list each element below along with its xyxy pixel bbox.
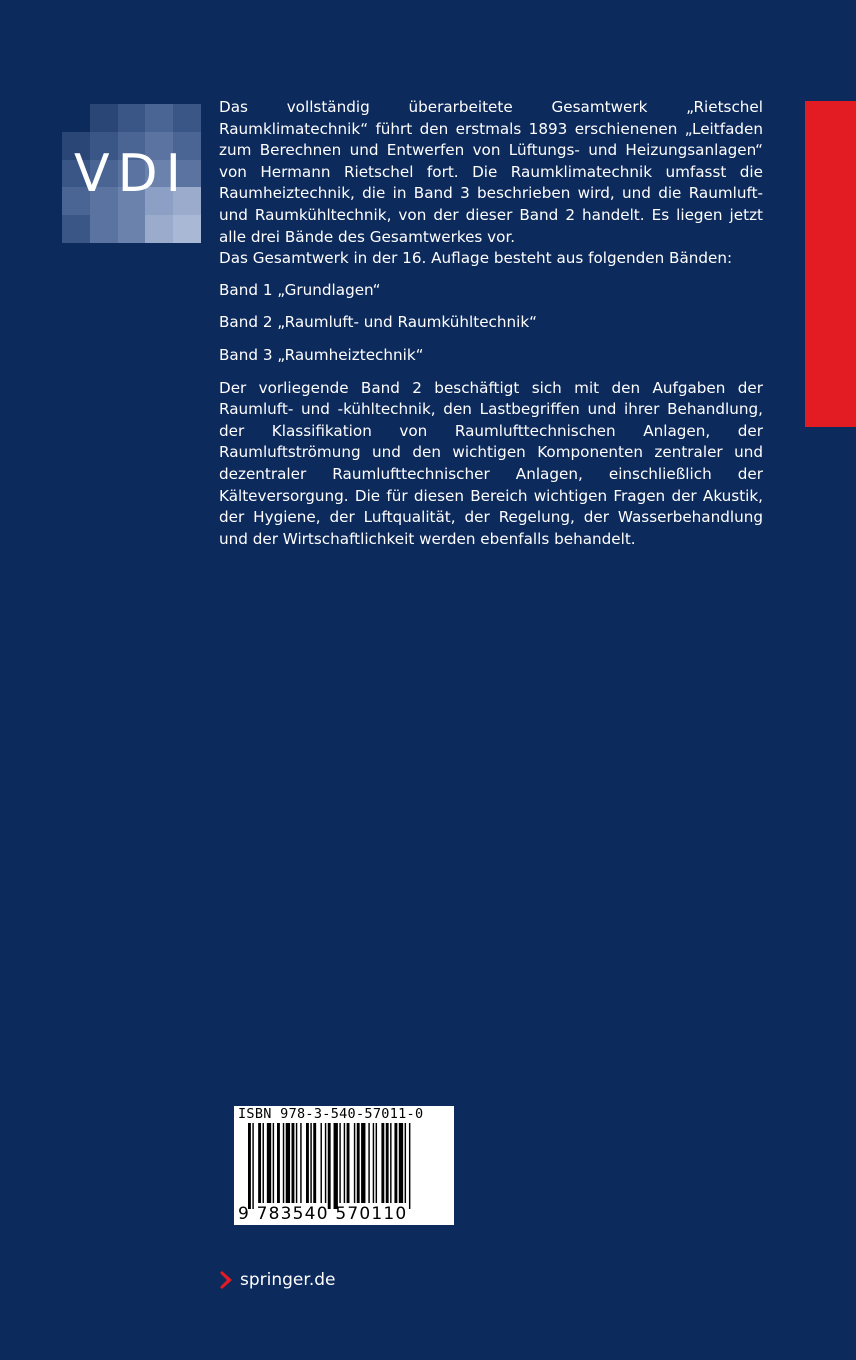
- volume-2: Band 2 „Raumluft- und Raumkühltechnik“: [219, 313, 538, 332]
- ean-digits: 9 783540 570110: [238, 1204, 408, 1224]
- publisher-url: springer.de: [240, 1270, 336, 1290]
- content-paragraph: Der vorliegende Band 2 beschäftigt sich mit den Aufgaben der Raumluft- und -kühltechnik, den Lastbegriffen und ihrer Behandlung, der Klassifikation von Raumlufttechnischen Anlagen, der Raumluftströmung und den wichtigen Komponenten zentraler und dezentraler Raumlufttechnischer Anlagen, einschließlich der Kälteversorgung. Die für diesen Bereich wichtigen Fragen der Akustik, der Hygiene, der Luftqualität, der Regelung, der Wasserbehandlung und der Wirtschaftlichkeit werden ebenfalls behandelt.: [219, 378, 763, 548]
- logo-tile: [62, 215, 90, 243]
- logo-tile: [145, 215, 173, 243]
- logo-tile: [145, 104, 173, 132]
- barcode-bars: [234, 1123, 454, 1209]
- logo-tile: [118, 104, 146, 132]
- logo-tile: [118, 215, 146, 243]
- vdi-logo-text: VDI: [74, 144, 189, 204]
- red-accent-tab: [805, 101, 856, 427]
- volumes-intro: Das Gesamtwerk in der 16. Auflage besteht aus folgenden Bänden:: [219, 249, 733, 268]
- isbn-barcode: [234, 1106, 454, 1225]
- isbn-label: ISBN 978-3-540-57011-0: [238, 1106, 424, 1122]
- logo-tile: [62, 104, 90, 132]
- intro-paragraph: Das vollständig überarbeitete Gesamtwerk „Rietschel Raumklimatechnik“ führt den erstmals 1893 erschienenen „Leitfaden zum Berechnen und Entwerfen von Lüftungs- und Heizungsanlagen“ von Hermann Rietschel fort. Die Raumklimatechnik umfasst die Raumheiztechnik, die in Band 3 beschrieben wird, und die Raumluft- und Raumkühltechnik, von der dieser Band 2 handelt. Es liegen jetzt alle drei Bände des Gesamtwerkes vor.: [219, 98, 763, 246]
- logo-tile: [173, 104, 201, 132]
- blurb-text: [219, 97, 763, 550]
- volume-1: Band 1 „Grundlagen“: [219, 280, 381, 299]
- logo-tile: [90, 104, 118, 132]
- logo-tile: [90, 215, 118, 243]
- publisher-link[interactable]: [220, 1266, 335, 1294]
- chevron-right-icon: [220, 1270, 234, 1290]
- logo-tile: [173, 215, 201, 243]
- volume-3: Band 3 „Raumheiztechnik“: [219, 345, 424, 364]
